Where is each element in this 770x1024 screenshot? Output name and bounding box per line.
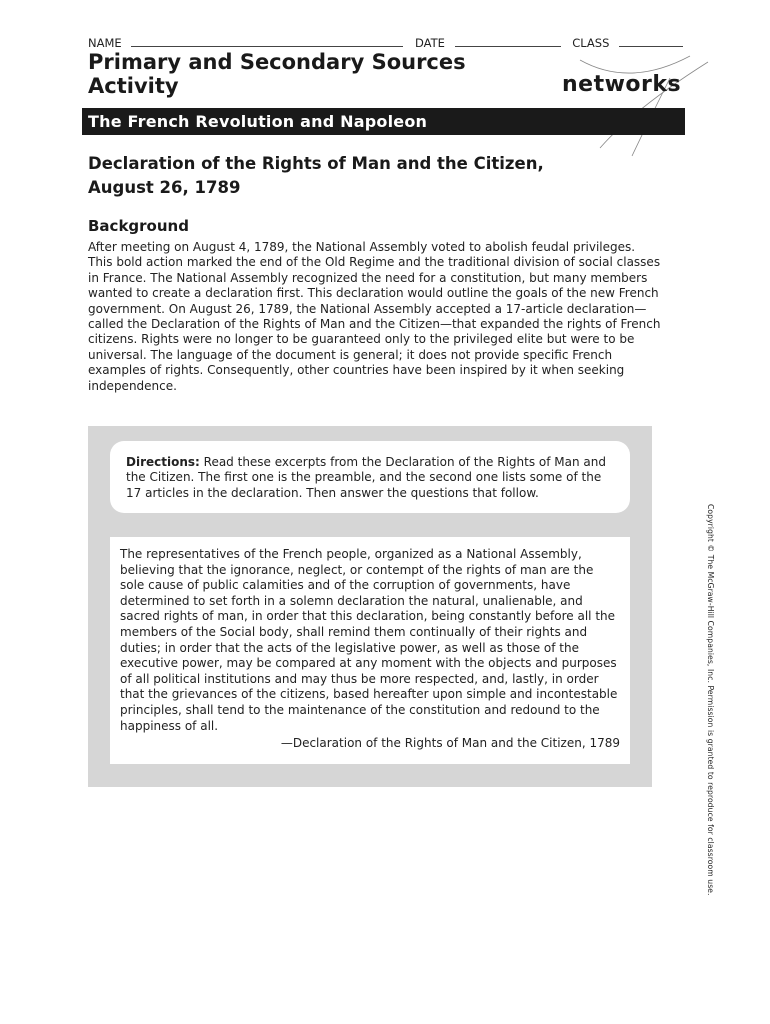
background-text: After meeting on August 4, 1789, the National Assembly voted to abolish feudal privileges. This bold action marked the end of the Old Regime and the traditional division of social classes in France. The National Assembly recognized the need for a constitution, but many members wanted to create a declaration first. This declaration would outline the goals of the new French government. On August 26, 1789, the National Assembly accepted a 17-article declaration—called the Declaration of the Rights of Man and the Citizen—that expanded the rights of French citizens. Rights were no longer to be guaranteed only to the privileged elite but were to be universal. The language of the document is general; it does not provide specific French examples of rights. Consequently, other countries have been inspired by it when seeking independence. [88, 240, 661, 393]
brand-swoosh-icon [540, 48, 710, 158]
copyright-notice: Copyright © The McGraw-Hill Companies, Inc. Permission is granted to reproduce for classroom use. [706, 504, 715, 896]
directions-box [110, 441, 630, 513]
preamble-text: The representatives of the French people, organized as a National Assembly, believing that the ignorance, neglect, or contempt of the rights of man are the sole cause of public calamities and of the corruption of governments, have determined to set forth in a solemn declaration the natural, unalienable, and sacred rights of man, in order that this declaration, being constantly before all the members of the Social body, shall remind them continually of their rights and duties; in order that the acts of the legislative power, as well as those of the executive power, may be compared at any moment with the objects and purposes of all political institutions and may thus be more respected, and, lastly, in order that the grievances of the citizens, based hereafter upon simple and incontestable principles, shall tend to the maintenance of the constitution and redound to the happiness of all. [120, 547, 618, 733]
preamble-excerpt [110, 537, 630, 764]
date-label: DATE [414, 36, 445, 50]
background-heading: Background [88, 217, 189, 235]
document-title-line1: Declaration of the Rights of Man and the Citizen, [88, 154, 544, 173]
document-title-line2: August 26, 1789 [88, 178, 241, 197]
networks-logo: networks [562, 72, 682, 97]
directions-label: Directions: [126, 455, 200, 469]
class-blank[interactable] [619, 34, 683, 47]
page-title [88, 50, 528, 98]
page-title-line2: Activity [88, 74, 179, 98]
unit-banner [82, 108, 685, 135]
class-label: CLASS [572, 36, 610, 50]
name-blank[interactable] [131, 34, 403, 47]
document-title [88, 152, 648, 200]
preamble-citation: —Declaration of the Rights of Man and the Citizen, 1789 [280, 736, 620, 751]
page-title-line1: Primary and Secondary Sources [88, 50, 466, 74]
unit-banner-text: The French Revolution and Napoleon [88, 112, 428, 131]
student-info-line [88, 34, 680, 50]
date-blank[interactable] [455, 34, 561, 47]
name-label: NAME [88, 36, 122, 50]
directions-text: Read these excerpts from the Declaration of the Rights of Man and the Citizen. The first one is the preamble, and the second one lists some of the 17 articles in the declaration. Then answer the questions that follow. [126, 455, 606, 500]
